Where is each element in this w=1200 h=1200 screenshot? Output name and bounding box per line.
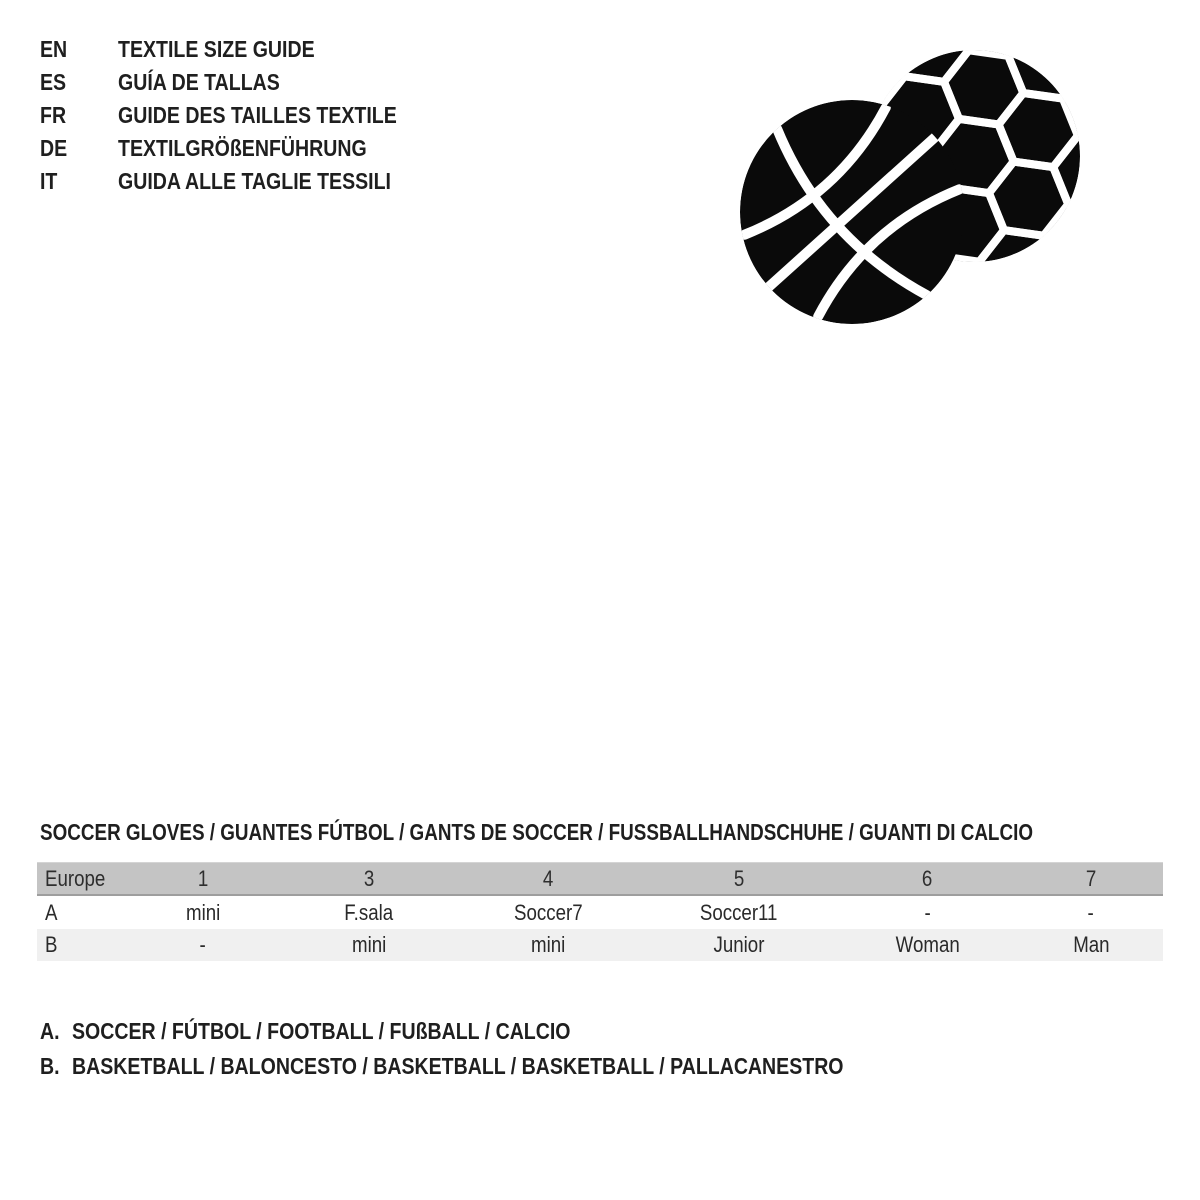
legend-text: BASKETBALL / BALONCESTO / BASKETBALL / BASKETBALL / PALLACANESTRO [72, 1053, 844, 1079]
size-cell: Woman [836, 929, 1019, 961]
legend-item-a [40, 1014, 980, 1049]
row-label: B [37, 929, 123, 961]
size-table [37, 862, 1163, 961]
language-guide-list [40, 33, 446, 198]
header-cell-region: Europe [37, 863, 123, 896]
size-cell: - [123, 929, 284, 961]
language-code: EN [40, 36, 68, 62]
legend-key: B. [40, 1053, 60, 1079]
table-row-b [37, 929, 1163, 961]
table-row-a [37, 895, 1163, 929]
legend-item-b [40, 1049, 980, 1084]
header-cell-size: 6 [836, 863, 1019, 896]
header-cell-size: 5 [642, 863, 836, 896]
header-cell-size: 3 [284, 863, 455, 896]
row-label: A [37, 895, 123, 929]
size-cell: - [836, 895, 1019, 929]
header-cell-size: 4 [455, 863, 642, 896]
language-row-it [40, 165, 446, 198]
language-code: DE [40, 135, 68, 161]
size-cell: mini [123, 895, 284, 929]
size-cell: - [1019, 895, 1163, 929]
language-label: TEXTILE SIZE GUIDE [118, 36, 315, 62]
legend-key: A. [40, 1018, 60, 1044]
language-row-en [40, 33, 446, 66]
size-cell: mini [284, 929, 455, 961]
size-cell: mini [455, 929, 642, 961]
legend-text: SOCCER / FÚTBOL / FOOTBALL / FUßBALL / CALCIO [72, 1018, 571, 1044]
language-code: ES [40, 69, 67, 95]
header-cell-size: 7 [1019, 863, 1163, 896]
size-cell: Soccer11 [642, 895, 836, 929]
size-cell: Junior [642, 929, 836, 961]
size-cell: F.sala [284, 895, 455, 929]
language-label: TEXTILGRÖßENFÜHRUNG [118, 135, 367, 161]
header-cell-size: 1 [123, 863, 284, 896]
size-cell: Soccer7 [455, 895, 642, 929]
size-cell: Man [1019, 929, 1163, 961]
language-row-de [40, 132, 446, 165]
language-row-fr [40, 99, 446, 132]
language-label: GUIDA ALLE TAGLIE TESSILI [118, 168, 391, 194]
language-code: FR [40, 102, 67, 128]
language-code: IT [40, 168, 58, 194]
basketball-and-soccer-ball-icon [720, 30, 1110, 330]
language-row-es [40, 66, 446, 99]
section-title: SOCCER GLOVES / GUANTES FÚTBOL / GANTS DE SOCCER / FUSSBALLHANDSCHUHE / GUANTI DI CALCIO [40, 819, 1033, 845]
language-label: GUÍA DE TALLAS [118, 69, 280, 95]
size-table-header-row [37, 863, 1163, 896]
legend [40, 1014, 980, 1084]
language-label: GUIDE DES TAILLES TEXTILE [118, 102, 397, 128]
